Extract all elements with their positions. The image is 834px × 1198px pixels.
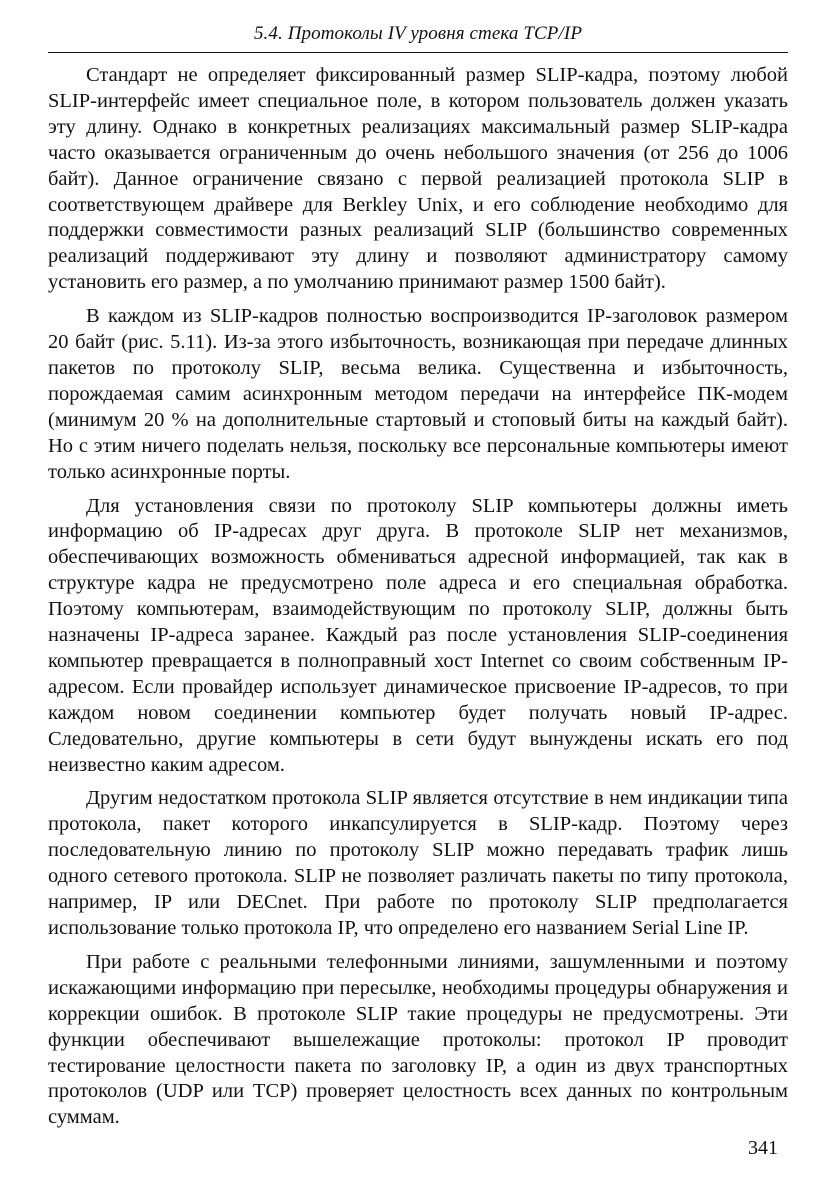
paragraph: В каждом из SLIP-кадров полностью воспроизводится IP-заголовок размером 20 байт (рис. 5.11). Из-за этого избыточность, возникающая при передаче длинных пакетов по протоколу SLIP, весьма велика. Существенна и избыточность, порождаемая самим асинхронным методом передачи на интерфейсе ПК-модем (минимум 20 % на дополнительные стартовый и стоповый биты на каждый байт). Но с этим ничего поделать нельзя, поскольку все персональные компьютеры имеют только асинхронные порты. [48,305,788,483]
paragraph: Для установления связи по протоколу SLIP компьютеры должны иметь информацию об IP-адресах друг друга. В протоколе SLIP нет механизмов, обеспечивающих возможность обмениваться адресной информацией, так как в структуре кадра не предусмотрено поле адреса и его специальная обработка. Поэтому компьютерам, взаимодействующим по протоколу SLIP, должны быть назначены IP-адреса заранее. Каждый раз после установления SLIP-соединения компьютер превращается в полноправный хост Internet со своим собственным IP-адресом. Если провайдер использует динамическое присвоение IP-адресов, то при каждом новом соединении компьютер будет получать новый IP-адрес. Следовательно, другие компьютеры в сети будут вынуждены искать его под неизвестно каким адресом. [48,494,788,776]
paragraph: Другим недостатком протокола SLIP является отсутствие в нем индикации типа протокола, пакет которого инкапсулируется в SLIP-кадр. Поэтому через последовательную линию по протоколу SLIP можно передавать трафик лишь одного сетевого протокола. SLIP не позволяет различать пакеты по типу протокола, например, IP или DECnet. При работе по протоколу SLIP предполагается использование только протокола IP, что определено его названием Serial Line IP. [48,787,788,939]
running-header: 5.4. Протоколы IV уровня стека TCP/IP [48,22,788,53]
page-number: 341 [748,1137,778,1159]
book-page [48,22,788,1172]
body-text [48,63,788,1131]
paragraph: При работе с реальными телефонными линиями, зашумленными и поэтому искажающими информацию при пересылке, необходимы процедуры обнаружения и коррекции ошибок. В протоколе SLIP такие процедуры не предусмотрены. Эти функции обеспечивают вышележащие протоколы: протокол IP проводит тестирование целостности пакета по заголовку IP, а один из двух транспортных протоколов (UDP или TCP) проверяет целостность всех данных по контрольным суммам. [48,950,788,1129]
paragraph: Стандарт не определяет фиксированный размер SLIP-кадра, поэтому любой SLIP-интерфейс имеет специальное поле, в котором пользователь должен указать эту длину. Однако в конкретных реализациях максимальный размер SLIP-кадра часто оказывается ограниченным до очень небольшого значения (от 256 до 1006 байт). Данное ограничение связано с первой реализацией протокола SLIP в соответствующем драйвере для Berkley Unix, и его соблюдение необходимо для поддержки совместимости разных реализаций SLIP (большинство современных реализаций поддерживают эту длину и позволяют администратору самому установить его размер, а по умолчанию принимают размер 1500 байт). [48,64,788,294]
